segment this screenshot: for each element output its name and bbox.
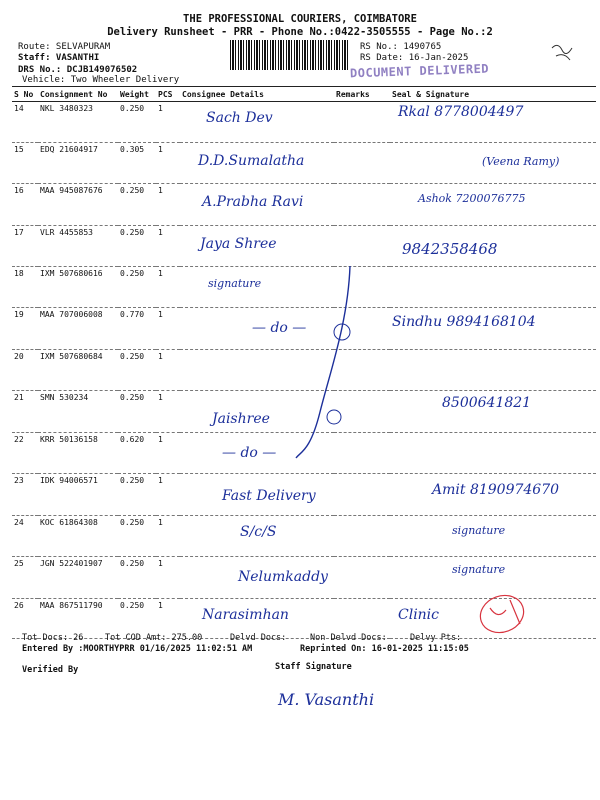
row-sno: 14 — [12, 102, 38, 143]
row-remarks — [334, 226, 390, 267]
seal-signature — [390, 433, 596, 474]
col-weight: Weight — [118, 87, 156, 102]
rs-number: RS No.: 1490765 — [360, 42, 442, 52]
seal-signature: Clinic — [390, 599, 596, 639]
col-consignment: Consignment No — [38, 87, 118, 102]
seal-signature: signature — [390, 516, 596, 557]
row-weight: 0.250 — [118, 599, 156, 639]
seal-signature — [390, 350, 596, 391]
row-remarks — [334, 184, 390, 226]
row-consignment: EDQ 21604917 — [38, 143, 118, 184]
row-sno: 24 — [12, 516, 38, 557]
table-row — [12, 474, 596, 516]
row-sno: 23 — [12, 474, 38, 516]
seal-signature: Ashok 7200076775 — [390, 184, 596, 226]
row-remarks — [334, 474, 390, 516]
row-weight: 0.250 — [118, 474, 156, 516]
consignee-signature: Sach Dev — [180, 102, 334, 143]
consignee-signature: Jaya Shree — [180, 226, 334, 267]
barcode-image — [230, 40, 350, 70]
rs-date: RS Date: 16-Jan-2025 — [360, 53, 469, 63]
row-pcs: 1 — [156, 599, 180, 639]
row-weight: 0.250 — [118, 391, 156, 433]
consignee-signature: Narasimhan — [180, 599, 334, 639]
staff-signature: M. Vasanthi — [278, 690, 375, 709]
verified-by-label: Verified By — [22, 665, 79, 675]
row-sno: 15 — [12, 143, 38, 184]
col-pcs: PCS — [156, 87, 180, 102]
row-sno: 21 — [12, 391, 38, 433]
row-pcs: 1 — [156, 474, 180, 516]
vehicle-label: Vehicle: Two Wheeler Delivery — [22, 75, 180, 85]
runsheet-subtitle: Delivery Runsheet - PRR - Phone No.:0422-3505555 - Page No.:2 — [107, 26, 493, 38]
row-weight: 0.770 — [118, 308, 156, 350]
row-pcs: 1 — [156, 557, 180, 599]
delivered-docs: Delvd Docs: — [230, 633, 287, 643]
col-sno: S No — [12, 87, 38, 102]
row-pcs: 1 — [156, 143, 180, 184]
seal-signature: (Veena Ramy) — [390, 143, 596, 184]
col-seal-signature: Seal & Signature — [390, 87, 596, 102]
consignee-signature: signature — [180, 267, 334, 308]
entered-by: Entered By :MOORTHYPRR 01/16/2025 11:02:51 AM — [22, 644, 253, 654]
row-remarks — [334, 143, 390, 184]
reprinted-on: Reprinted On: 16-01-2025 11:15:05 — [300, 644, 469, 654]
row-consignment: VLR 4455853 — [38, 226, 118, 267]
row-weight: 0.250 — [118, 350, 156, 391]
row-sno: 19 — [12, 308, 38, 350]
consignee-signature: S/c/S — [180, 516, 334, 557]
row-pcs: 1 — [156, 433, 180, 474]
staff-label: Staff: VASANTHI — [18, 53, 100, 63]
col-consignee: Consignee Details — [180, 87, 334, 102]
row-sno: 16 — [12, 184, 38, 226]
row-consignment: SMN 530234 — [38, 391, 118, 433]
total-cod-amount: Tot COD Amt: 275.00 — [105, 633, 203, 643]
table-row — [12, 516, 596, 557]
seal-signature: Sindhu 9894168104 — [390, 308, 596, 350]
row-sno: 20 — [12, 350, 38, 391]
consignee-signature: — do — — [180, 308, 334, 350]
row-remarks — [334, 516, 390, 557]
row-weight: 0.620 — [118, 433, 156, 474]
row-pcs: 1 — [156, 350, 180, 391]
row-consignment: KOC 61864308 — [38, 516, 118, 557]
route-label: Route: SELVAPURAM — [18, 42, 111, 52]
staff-signature-label: Staff Signature — [275, 662, 352, 672]
row-weight: 0.250 — [118, 184, 156, 226]
seal-signature: Amit 8190974670 — [390, 474, 596, 516]
row-consignment: IXM 507680616 — [38, 267, 118, 308]
row-pcs: 1 — [156, 226, 180, 267]
row-consignment: IDK 94006571 — [38, 474, 118, 516]
seal-signature: signature — [390, 557, 596, 599]
row-consignment: MAA 867511790 — [38, 599, 118, 639]
drs-number: DRS No.: DCJB149076502 — [18, 65, 138, 75]
delivery-points: Delvy Pts: — [410, 633, 462, 643]
row-consignment: MAA 945087676 — [38, 184, 118, 226]
row-pcs: 1 — [156, 308, 180, 350]
total-docs: Tot Docs: 26 — [22, 633, 84, 643]
red-circle-mark — [470, 590, 540, 640]
consignee-signature: Nelumkaddy — [180, 557, 334, 599]
seal-signature: 8500641821 — [390, 391, 596, 433]
consignee-signature: D.D.Sumalatha — [180, 143, 334, 184]
consignee-signature: A.Prabha Ravi — [180, 184, 334, 226]
table-header-row — [12, 87, 596, 102]
row-sno: 26 — [12, 599, 38, 639]
company-name: THE PROFESSIONAL COURIERS, COIMBATORE — [183, 13, 417, 25]
row-weight: 0.250 — [118, 102, 156, 143]
col-remarks: Remarks — [334, 87, 390, 102]
handwritten-stroke — [290, 262, 370, 462]
document-delivered-stamp: DOCUMENT DELIVERED — [349, 61, 490, 81]
row-remarks — [334, 557, 390, 599]
table-row — [12, 102, 596, 143]
row-weight: 0.250 — [118, 226, 156, 267]
consignee-signature: Fast Delivery — [180, 474, 334, 516]
row-sno: 18 — [12, 267, 38, 308]
row-sno: 17 — [12, 226, 38, 267]
consignee-signature: Jaishree — [180, 391, 334, 433]
seal-signature: 9842358468 — [390, 226, 596, 267]
scribble-mark — [548, 40, 580, 64]
table-row — [12, 143, 596, 184]
row-consignment: KRR 50136158 — [38, 433, 118, 474]
row-consignment: MAA 707006008 — [38, 308, 118, 350]
seal-signature — [390, 267, 596, 308]
row-pcs: 1 — [156, 184, 180, 226]
table-row — [12, 184, 596, 226]
row-pcs: 1 — [156, 102, 180, 143]
table-row — [12, 226, 596, 267]
non-delivered-docs: Non Delvd Docs: — [310, 633, 387, 643]
row-sno: 22 — [12, 433, 38, 474]
row-pcs: 1 — [156, 391, 180, 433]
row-remarks — [334, 102, 390, 143]
row-pcs: 1 — [156, 516, 180, 557]
row-weight: 0.250 — [118, 516, 156, 557]
row-consignment: JGN 522401907 — [38, 557, 118, 599]
row-weight: 0.305 — [118, 143, 156, 184]
row-consignment: NKL 3480323 — [38, 102, 118, 143]
consignee-signature: — do — — [180, 433, 334, 474]
seal-signature: Rkal 8778004497 — [390, 102, 596, 143]
row-sno: 25 — [12, 557, 38, 599]
row-weight: 0.250 — [118, 267, 156, 308]
row-weight: 0.250 — [118, 557, 156, 599]
row-pcs: 1 — [156, 267, 180, 308]
row-consignment: IXM 507680684 — [38, 350, 118, 391]
